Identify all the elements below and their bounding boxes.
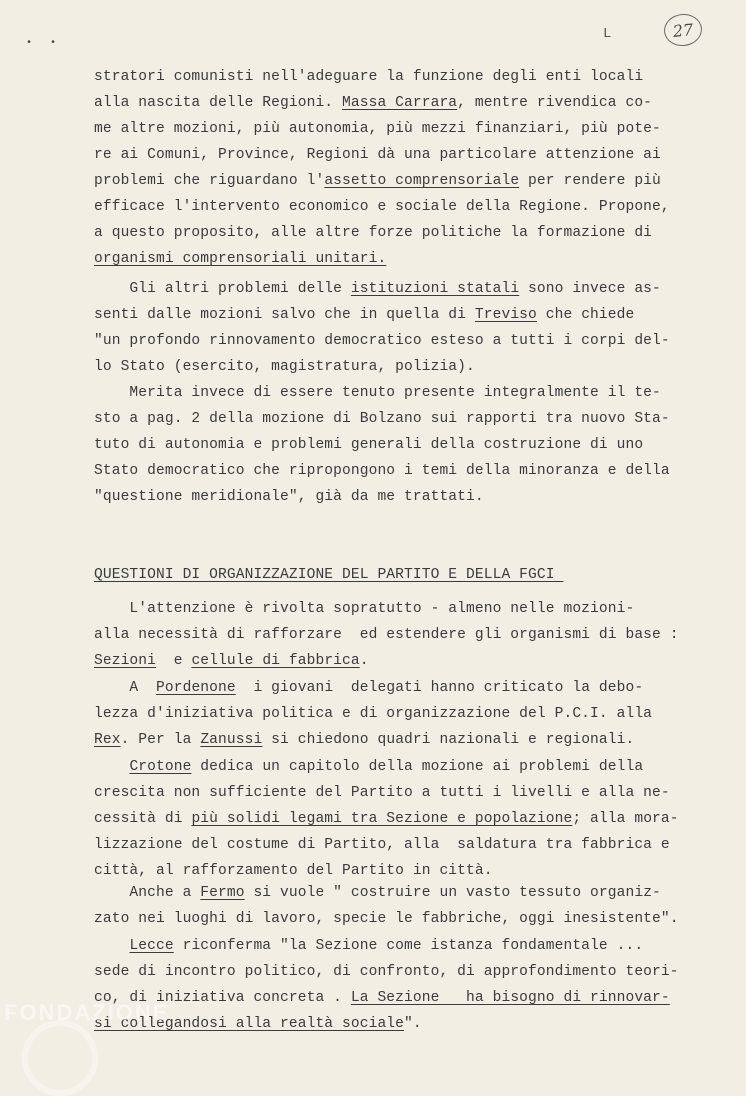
underlined-text: si collegandosi alla realtà sociale (94, 1016, 405, 1032)
text-line (94, 675, 694, 701)
underlined-text: La Sezione ha bisogno di rinnovar- (350, 990, 670, 1006)
text-line (94, 194, 694, 220)
text-run: . Per la (120, 732, 201, 748)
text-run (94, 938, 129, 954)
text-line (94, 880, 694, 906)
paragraph-3 (94, 380, 694, 510)
text-run: stratori comunisti nell'adeguare la funzione degli enti locali (94, 69, 644, 85)
text-line (94, 727, 694, 753)
text-run: crescita non sufficiente del Partito a tutti i livelli e alla ne- (94, 785, 670, 801)
text-line (94, 701, 694, 727)
text-line (94, 622, 694, 648)
text-run: lizzazione del costume di Partito, alla saldatura tra fabbrica e (94, 837, 670, 853)
underlined-text: Fermo (200, 885, 245, 901)
text-line (94, 933, 694, 959)
text-line (94, 302, 694, 328)
text-run: zato nei luoghi di lavoro, specie le fabbriche, oggi inesistente". (94, 911, 679, 927)
underlined-text: Massa Carrara (342, 95, 458, 111)
section-paragraph-1 (94, 596, 694, 674)
text-run: ; alla mora- (572, 811, 679, 827)
text-line (94, 380, 694, 406)
section-heading-text: QUESTIONI DI ORGANIZZAZIONE DEL PARTITO E DELLA FGCI (94, 567, 564, 583)
text-line (94, 246, 694, 272)
text-line (94, 406, 694, 432)
text-run: per rendere più (519, 173, 661, 189)
text-line (94, 116, 694, 142)
section-paragraph-4 (94, 880, 694, 932)
text-line (94, 648, 694, 674)
text-run: riconferma "la Sezione come istanza fondamentale ... (173, 938, 644, 954)
text-line (94, 220, 694, 246)
text-run: L'attenzione è rivolta sopratutto - almeno nelle mozioni- (94, 601, 635, 617)
text-run: alla nascita delle Regioni. (94, 95, 343, 111)
text-line (94, 432, 694, 458)
header-letter: L (603, 26, 612, 42)
underlined-text: istituzioni statali (350, 281, 520, 297)
text-run: re ai Comuni, Province, Regioni dà una particolare attenzione ai (94, 147, 661, 163)
text-run: A (94, 680, 157, 696)
underlined-text: Rex (94, 732, 121, 748)
text-run: "questione meridionale", già da me trattati. (94, 489, 484, 505)
text-run: si chiedono quadri nazionali e regionali. (262, 732, 635, 748)
text-run: lo Stato (esercito, magistratura, polizia). (94, 359, 475, 375)
text-run: "un profondo rinnovamento democratico esteso a tutti i corpi del- (94, 333, 670, 349)
page-number-circled: 27 (662, 12, 703, 48)
text-run: me altre mozioni, più autonomia, più mezzi finanziari, più pote- (94, 121, 661, 137)
text-line (94, 754, 694, 780)
text-run: e (156, 653, 192, 669)
text-run: sto a pag. 2 della mozione di Bolzano sui rapporti tra nuovo Sta- (94, 411, 670, 427)
text-run: alla necessità di rafforzare ed estendere gli organismi di base : (94, 627, 679, 643)
text-line (94, 1011, 694, 1037)
text-run: ". (404, 1016, 422, 1032)
text-run: che chiede (536, 307, 635, 323)
text-run: co, di iniziativa concreta . (94, 990, 351, 1006)
text-run: Gli altri problemi delle (94, 281, 351, 297)
text-line (94, 458, 694, 484)
paragraph-1 (94, 64, 694, 272)
text-run: lezza d'iniziativa politica e di organizzazione del P.C.I. alla (94, 706, 653, 722)
text-line (94, 168, 694, 194)
underlined-text: Lecce (129, 938, 174, 954)
text-run: . (359, 653, 369, 669)
text-line (94, 596, 694, 622)
text-run: cessità di (94, 811, 192, 827)
margin-dots: • • (26, 38, 63, 49)
text-line (94, 985, 694, 1011)
text-line (94, 806, 694, 832)
underlined-text: Zanussi (200, 732, 263, 748)
text-line (94, 906, 694, 932)
underlined-text: Treviso (474, 307, 537, 323)
text-run: efficace l'intervento economico e sociale della Regione. Propone, (94, 199, 670, 215)
section-paragraph-2 (94, 675, 694, 753)
underlined-text: Pordenone (156, 680, 236, 696)
text-line (94, 142, 694, 168)
watermark-seal (22, 1020, 98, 1096)
text-line (94, 90, 694, 116)
text-line (94, 328, 694, 354)
paragraph-2 (94, 276, 694, 380)
text-run: Stato democratico che ripropongono i temi della minoranza e della (94, 463, 670, 479)
underlined-text: organismi comprensoriali unitari. (94, 251, 387, 267)
text-line (94, 832, 694, 858)
text-line (94, 64, 694, 90)
underlined-text: cellule di fabbrica (191, 653, 360, 669)
text-run: senti dalle mozioni salvo che in quella di (94, 307, 475, 323)
text-run: città, al rafforzamento del Partito in città. (94, 863, 493, 879)
underlined-text: Sezioni (94, 653, 157, 669)
text-run: Anche a (94, 885, 201, 901)
text-line (94, 276, 694, 302)
text-run (94, 759, 129, 775)
section-paragraph-3 (94, 754, 694, 884)
watermark-text: FONDAZIONE (4, 1000, 170, 1025)
text-run: , mentre rivendica co- (457, 95, 653, 111)
underlined-text: Crotone (129, 759, 192, 775)
section-paragraph-5 (94, 933, 694, 1037)
text-run: i giovani delegati hanno criticato la debo- (235, 680, 644, 696)
text-run: sede di incontro politico, di confronto, di approfondimento teori- (94, 964, 679, 980)
text-line (94, 484, 694, 510)
text-line (94, 959, 694, 985)
section-heading (94, 562, 694, 588)
text-run: si vuole " costruire un vasto tessuto organiz- (244, 885, 661, 901)
text-run: a questo proposito, alle altre forze politiche la formazione di (94, 225, 653, 241)
text-line (94, 780, 694, 806)
text-run: Merita invece di essere tenuto presente integralmente il te- (94, 385, 661, 401)
text-run: problemi che riguardano l' (94, 173, 325, 189)
text-run: dedica un capitolo della mozione ai problemi della (191, 759, 644, 775)
underlined-text: assetto comprensoriale (324, 173, 520, 189)
text-run: tuto di autonomia e problemi generali della costruzione di uno (94, 437, 644, 453)
underlined-text: più solidi legami tra Sezione e popolazione (191, 811, 573, 827)
text-line (94, 354, 694, 380)
text-run: sono invece as- (519, 281, 661, 297)
